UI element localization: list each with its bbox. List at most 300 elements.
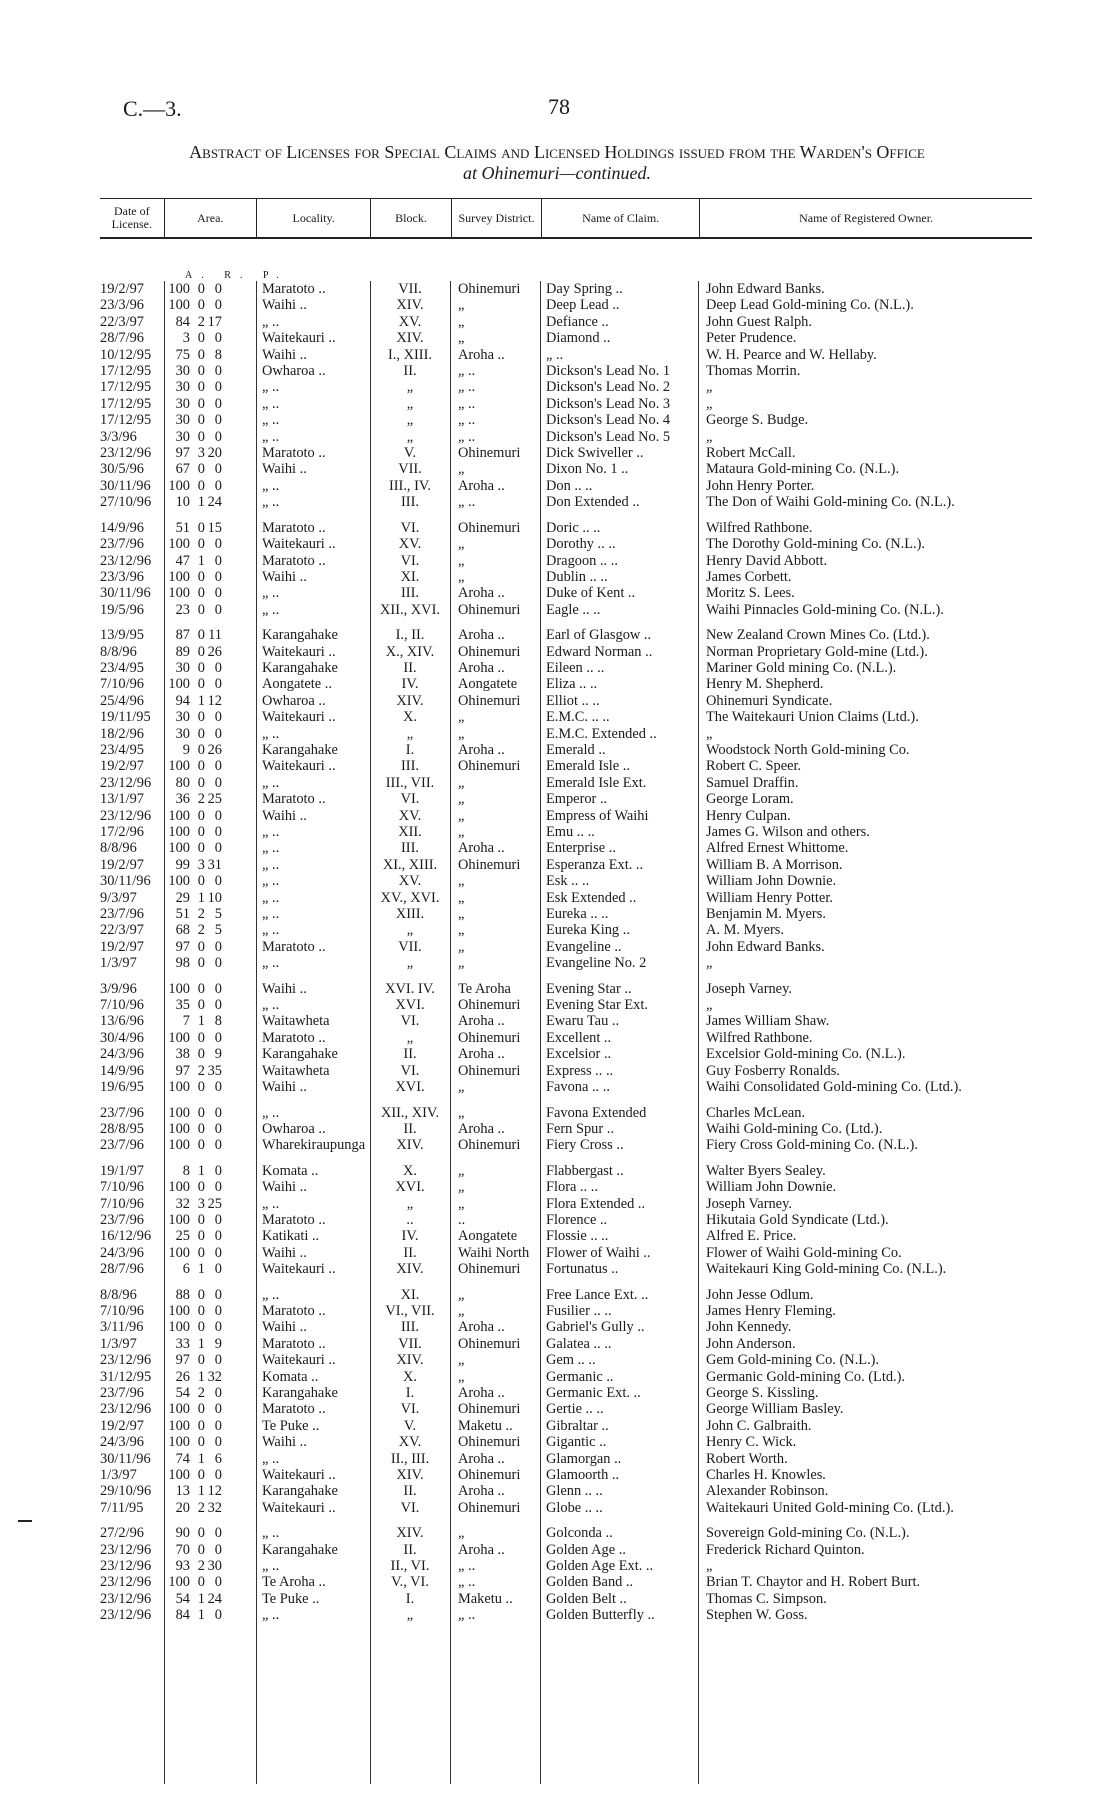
area-perches: 0 (214, 1467, 222, 1484)
area-acres: 100 (168, 676, 190, 693)
cell-area (164, 1261, 256, 1277)
cell-survey-district: Ohinemuri (458, 1029, 521, 1046)
area-roods: 0 (197, 1302, 205, 1319)
area-roods: 1 (197, 1013, 205, 1030)
cell-date: 23/12/96 (100, 1541, 152, 1558)
table-row (100, 857, 1032, 873)
area-acres: 25 (175, 1228, 190, 1245)
table-row (100, 1030, 1032, 1046)
area-acres: 100 (168, 873, 190, 890)
area-perches: 0 (214, 1319, 222, 1336)
cell-locality: Karangahake (262, 741, 338, 758)
area-roods: 0 (197, 536, 205, 553)
cell-claim-name: Glenn .. .. (546, 1483, 603, 1500)
table-row (100, 1451, 1032, 1467)
area-perches: 0 (214, 428, 222, 445)
area-acres: 100 (168, 1574, 190, 1591)
area-perches: 26 (207, 741, 222, 758)
table-row (100, 873, 1032, 889)
table-row (100, 553, 1032, 569)
area-acres: 23 (175, 601, 190, 618)
cell-area (164, 873, 256, 889)
cell-area (164, 1228, 256, 1244)
area-roods: 0 (197, 1046, 205, 1063)
area-roods: 1 (197, 1483, 205, 1500)
cell-locality: Katikati .. (262, 1228, 320, 1245)
cell-owner: Henry C. Wick. (706, 1434, 797, 1451)
cell-owner: William John Downie. (706, 873, 837, 890)
cell-claim-name: Germanic Ext. .. (546, 1385, 641, 1401)
table-row (100, 1046, 1032, 1062)
cell-locality: „ .. (262, 725, 280, 742)
cell-owner: James G. Wilson and others. (706, 824, 870, 840)
cell-locality: „ .. (262, 840, 280, 857)
row-gap (100, 511, 1032, 520)
cell-claim-name: Florence .. (546, 1211, 608, 1228)
cell-area (164, 330, 256, 346)
cell-owner: Waihi Gold-mining Co. (Ltd.). (706, 1120, 883, 1137)
cell-area (164, 1046, 256, 1062)
cell-area (164, 709, 256, 725)
cell-owner: John Edward Banks. (706, 938, 825, 955)
cell-date: 17/2/96 (100, 824, 144, 840)
cell-locality: Waitawheta (262, 1013, 330, 1030)
area-perches: 0 (214, 1352, 222, 1369)
area-acres: 100 (168, 1104, 190, 1121)
area-acres: 100 (168, 840, 190, 857)
area-acres: 30 (175, 379, 190, 396)
area-roods: 1 (197, 1261, 205, 1278)
area-perches: 0 (214, 568, 222, 585)
cell-block: III., VII. (385, 774, 435, 791)
cell-date: 23/12/96 (100, 1401, 152, 1418)
table-row (100, 1013, 1032, 1029)
area-perches: 12 (207, 692, 222, 709)
cell-date: 7/10/96 (100, 1302, 144, 1319)
area-perches: 5 (214, 922, 222, 939)
cell-owner: A. M. Myers. (706, 922, 784, 939)
cell-locality: Waihi .. (262, 461, 307, 478)
area-perches: 31 (207, 856, 222, 873)
cell-claim-name: Express .. .. (546, 1062, 614, 1079)
cell-survey-district: Aongatete (458, 676, 518, 693)
area-roods: 0 (197, 330, 205, 347)
cell-claim-name: Doric .. .. (546, 519, 601, 536)
cell-area (164, 1336, 256, 1352)
cell-survey-district: Ohinemuri (458, 643, 521, 660)
header-owner: Name of Registered Owner. (799, 210, 934, 225)
cell-block: X. (403, 1368, 417, 1385)
cell-locality: Waihi .. (262, 1079, 307, 1096)
cell-survey-district: „ (458, 568, 465, 585)
cell-date: 1/3/97 (100, 1335, 137, 1352)
area-perches: 0 (214, 807, 222, 824)
cell-locality: Wharekiraupunga (262, 1137, 366, 1154)
area-acres: 33 (175, 1335, 190, 1352)
cell-area (164, 1179, 256, 1195)
cell-date: 7/10/96 (100, 997, 144, 1014)
table-row (100, 602, 1032, 618)
area-acres: 29 (175, 889, 190, 906)
cell-date: 30/4/96 (100, 1029, 144, 1046)
cell-date: 23/12/96 (100, 1558, 152, 1575)
cell-survey-district: Ohinemuri (458, 1137, 521, 1154)
cell-date: 19/2/97 (100, 758, 144, 775)
cell-block: „ (406, 922, 414, 939)
table-row (100, 1574, 1032, 1590)
cell-survey-district: „ .. (458, 494, 476, 511)
area-roods: 1 (197, 494, 205, 511)
cell-survey-district: „ (458, 1195, 465, 1212)
cell-area (164, 1483, 256, 1499)
area-perches: 0 (214, 330, 222, 347)
cell-block: XIII. (395, 906, 425, 923)
area-acres: 98 (175, 955, 190, 972)
cell-claim-name: Dickson's Lead No. 1 (546, 363, 671, 380)
cell-date: 9/3/97 (100, 889, 137, 906)
area-perches: 0 (214, 997, 222, 1014)
table-row (100, 742, 1032, 758)
cell-date: 8/8/96 (100, 1286, 137, 1303)
cell-owner: Thomas C. Simpson. (706, 1590, 827, 1607)
cell-block: XIV. (396, 1525, 424, 1542)
cell-block: VI. (400, 1062, 420, 1079)
area-acres: 9 (182, 741, 190, 758)
area-acres: 94 (175, 692, 190, 709)
cell-locality: „ .. (262, 906, 280, 923)
cell-date: 22/3/97 (100, 922, 144, 939)
area-roods: 0 (197, 643, 205, 660)
cell-date: 16/12/96 (100, 1228, 152, 1245)
area-acres: 97 (175, 445, 190, 462)
cell-owner: George S. Kissling. (706, 1385, 819, 1401)
cell-survey-district: Ohinemuri (458, 856, 521, 873)
cell-block: „ (406, 412, 414, 429)
table-row (100, 1591, 1032, 1607)
cell-locality: Maratoto .. (262, 791, 326, 808)
area-acres: 100 (168, 807, 190, 824)
cell-date: 28/8/95 (100, 1120, 144, 1137)
cell-block: XIV. (396, 1261, 424, 1278)
cell-area (164, 429, 256, 445)
cell-claim-name: Gertie .. .. (546, 1401, 604, 1418)
cell-owner: Joseph Varney. (706, 980, 792, 997)
area-acres: 100 (168, 758, 190, 775)
cell-survey-district: Ohinemuri (458, 1401, 521, 1418)
cell-date: 30/11/96 (100, 585, 151, 602)
cell-survey-district: „ .. (458, 395, 476, 412)
cell-survey-district: Ohinemuri (458, 692, 521, 709)
area-roods: 1 (197, 1450, 205, 1467)
cell-area (164, 1163, 256, 1179)
cell-block: „ (406, 379, 414, 396)
cell-owner: The Waitekauri Union Claims (Ltd.). (706, 709, 919, 726)
row-gap (100, 972, 1032, 981)
area-roods: 0 (197, 1319, 205, 1336)
area-roods: 1 (197, 1590, 205, 1607)
area-roods: 0 (197, 461, 205, 478)
cell-owner: Brian T. Chaytor and H. Robert Burt. (706, 1574, 921, 1591)
cell-locality: Te Puke .. (262, 1417, 320, 1434)
cell-owner: Wilfred Rathbone. (706, 1029, 813, 1046)
cell-survey-district: Aroha .. (458, 1385, 505, 1401)
cell-claim-name: Emu .. .. (546, 824, 595, 840)
cell-area (164, 347, 256, 363)
table-row (100, 660, 1032, 676)
table-row (100, 396, 1032, 412)
cell-claim-name: Gibraltar .. (546, 1417, 609, 1434)
cell-locality: „ .. (262, 774, 280, 791)
cell-date: 3/9/96 (100, 980, 137, 997)
cell-area (164, 1558, 256, 1574)
header-locality: Locality. (257, 199, 371, 237)
area-acres: 8 (182, 1162, 190, 1179)
cell-claim-name: Favona Extended (546, 1104, 647, 1121)
area-roods: 0 (197, 774, 205, 791)
cell-locality: „ .. (262, 1558, 280, 1575)
cell-owner: Frederick Richard Quinton. (706, 1541, 865, 1558)
table-row (100, 1287, 1032, 1303)
cell-area (164, 1607, 256, 1623)
table-row (100, 1525, 1032, 1541)
cell-claim-name: Enterprise .. (546, 840, 616, 857)
area-perches: 11 (208, 627, 222, 644)
cell-claim-name: Emerald .. (546, 741, 606, 758)
cell-locality: „ .. (262, 379, 280, 396)
area-perches: 0 (214, 1228, 222, 1245)
cell-locality: Te Aroha .. (262, 1574, 326, 1591)
cell-block: VII. (398, 281, 422, 297)
cell-area (164, 1137, 256, 1153)
cell-date: 23/12/96 (100, 445, 152, 462)
cell-claim-name: Fortunatus .. (546, 1261, 619, 1278)
cell-survey-district: „ .. (458, 428, 476, 445)
cell-survey-district: „ (458, 1079, 465, 1096)
cell-date: 19/6/95 (100, 1079, 144, 1096)
area-perches: 24 (207, 1590, 222, 1607)
area-roods: 0 (197, 1228, 205, 1245)
cell-owner: Woodstock North Gold-mining Co. (706, 741, 910, 758)
cell-claim-name: Germanic .. (546, 1368, 614, 1385)
cell-owner: Charles H. Knowles. (706, 1467, 826, 1484)
cell-date: 23/12/96 (100, 1590, 152, 1607)
cell-locality: „ .. (262, 997, 280, 1014)
cell-block: XV., XVI. (380, 889, 440, 906)
cell-locality: Waihi .. (262, 980, 307, 997)
cell-area (164, 297, 256, 313)
cell-area (164, 890, 256, 906)
cell-block: XI. (400, 568, 420, 585)
cell-locality: Waitawheta (262, 1062, 330, 1079)
cell-owner: Norman Proprietary Gold-mine (Ltd.). (706, 643, 928, 660)
area-roods: 0 (197, 627, 205, 644)
cell-survey-district: „ (458, 461, 465, 478)
area-roods: 0 (197, 1211, 205, 1228)
cell-owner: John Kennedy. (706, 1319, 792, 1336)
cell-locality: Waihi .. (262, 568, 307, 585)
cell-block: XVI. (395, 1079, 425, 1096)
area-roods: 1 (197, 1335, 205, 1352)
area-roods: 0 (197, 1104, 205, 1121)
table-row (100, 1542, 1032, 1558)
cell-block: VI. (400, 519, 420, 536)
cell-date: 23/12/96 (100, 1607, 152, 1624)
document-reference: C.—3. (123, 96, 182, 121)
area-roods: 0 (197, 395, 205, 412)
cell-locality: Maratoto .. (262, 445, 326, 462)
area-roods: 0 (197, 477, 205, 494)
cell-owner: Wilfred Rathbone. (706, 519, 813, 536)
area-roods: 3 (197, 1195, 205, 1212)
area-acres: 47 (175, 552, 190, 569)
table-row (100, 1105, 1032, 1121)
cell-locality: Maratoto .. (262, 938, 326, 955)
area-perches: 10 (207, 889, 222, 906)
cell-claim-name: Flower of Waihi .. (546, 1244, 651, 1261)
cell-owner: Hikutaia Gold Syndicate (Ltd.). (706, 1211, 889, 1228)
cell-area (164, 742, 256, 758)
table-row (100, 644, 1032, 660)
table-row (100, 1385, 1032, 1401)
cell-locality: Karangahake (262, 1541, 338, 1558)
area-roods: 0 (197, 1467, 205, 1484)
area-acres: 100 (168, 1029, 190, 1046)
cell-area (164, 314, 256, 330)
area-units-label: A. R. P. (185, 270, 288, 281)
cell-date: 31/12/95 (100, 1368, 152, 1385)
table-row (100, 981, 1032, 997)
area-acres: 67 (175, 461, 190, 478)
area-acres: 90 (175, 1525, 190, 1542)
cell-date: 13/9/95 (100, 627, 144, 644)
cell-claim-name: Deep Lead .. (546, 297, 620, 314)
area-roods: 0 (197, 1574, 205, 1591)
cell-date: 7/10/96 (100, 1179, 144, 1196)
area-perches: 0 (214, 1211, 222, 1228)
cell-survey-district: „ .. (458, 363, 476, 380)
cell-owner: John Henry Porter. (706, 477, 815, 494)
area-acres: 97 (175, 938, 190, 955)
cell-block: XV. (398, 1434, 422, 1451)
cell-survey-district: „ .. (458, 412, 476, 429)
cell-area (164, 660, 256, 676)
cell-block: „ (406, 1029, 414, 1046)
area-perches: 0 (214, 1286, 222, 1303)
cell-survey-district: „ (458, 873, 465, 890)
area-roods: 0 (197, 1541, 205, 1558)
area-roods: 0 (197, 363, 205, 380)
table-row (100, 1319, 1032, 1335)
area-acres: 100 (168, 1244, 190, 1261)
cell-survey-district: Maketu .. (458, 1590, 513, 1607)
area-roods: 0 (197, 1417, 205, 1434)
table-row (100, 808, 1032, 824)
cell-locality: Waitekauri .. (262, 1499, 336, 1516)
cell-survey-district: Aroha .. (458, 1541, 505, 1558)
area-acres: 100 (168, 585, 190, 602)
cell-claim-name: E.M.C. Extended .. (546, 725, 657, 742)
table-row (100, 1607, 1032, 1623)
cell-date: 19/5/96 (100, 601, 144, 618)
cell-survey-district: Ohinemuri (458, 1062, 521, 1079)
header-claim-name: Name of Claim. (542, 199, 700, 237)
cell-area (164, 412, 256, 428)
cell-locality: Waitekauri .. (262, 1467, 336, 1484)
cell-owner: George S. Budge. (706, 412, 809, 429)
cell-claim-name: Flossie .. .. (546, 1228, 609, 1245)
area-acres: 7 (182, 1013, 190, 1030)
cell-survey-district: „ (458, 824, 465, 840)
table-row (100, 1369, 1032, 1385)
cell-survey-district: „ .. (458, 1574, 476, 1591)
cell-owner: Moritz S. Lees. (706, 585, 795, 602)
cell-claim-name: Golden Band .. (546, 1574, 634, 1591)
cell-locality: Karangahake (262, 627, 338, 644)
area-perches: 0 (214, 709, 222, 726)
cell-area (164, 726, 256, 742)
table-row (100, 314, 1032, 330)
table-row (100, 758, 1032, 774)
cell-locality: „ .. (262, 477, 280, 494)
area-perches: 6 (214, 1450, 222, 1467)
cell-owner: James Corbett. (706, 568, 792, 585)
row-gap (100, 1278, 1032, 1287)
cell-survey-district: Ohinemuri (458, 1467, 521, 1484)
cell-locality: Owharoa .. (262, 1120, 326, 1137)
margin-mark (18, 1520, 32, 1522)
cell-block: XIV. (396, 1137, 424, 1154)
row-gap (100, 1096, 1032, 1105)
cell-block: IV. (401, 1228, 419, 1245)
table-row (100, 824, 1032, 840)
cell-area (164, 1451, 256, 1467)
cell-date: 10/12/95 (100, 346, 152, 363)
table-row (100, 412, 1032, 428)
cell-date: 19/1/97 (100, 1162, 144, 1179)
area-perches: 0 (214, 379, 222, 396)
area-roods: 0 (197, 297, 205, 314)
cell-area (164, 955, 256, 971)
cell-locality: Komata .. (262, 1162, 319, 1179)
table-row (100, 1121, 1032, 1137)
cell-claim-name: Day Spring .. (546, 281, 623, 297)
cell-block: VI. (400, 1401, 420, 1418)
table-row (100, 1418, 1032, 1434)
area-acres: 100 (168, 1179, 190, 1196)
cell-owner: Mariner Gold mining Co. (N.L.). (706, 659, 897, 676)
area-acres: 99 (175, 856, 190, 873)
cell-locality: „ .. (262, 873, 280, 890)
area-acres: 32 (175, 1195, 190, 1212)
cell-date: 24/3/96 (100, 1434, 144, 1451)
cell-block: X., XIV. (385, 643, 435, 660)
area-acres: 36 (175, 791, 190, 808)
cell-claim-name: Glamorgan .. (546, 1450, 622, 1467)
cell-area (164, 1287, 256, 1303)
page-number: 78 (548, 94, 570, 119)
cell-owner: Charles McLean. (706, 1104, 806, 1121)
table-row (100, 330, 1032, 346)
cell-date: 30/11/96 (100, 873, 151, 890)
area-roods: 0 (197, 824, 205, 840)
cell-survey-district: Aroha .. (458, 1046, 505, 1063)
cell-block: I. (405, 1385, 415, 1401)
area-roods: 1 (197, 1162, 205, 1179)
cell-date: 23/7/96 (100, 1137, 144, 1154)
cell-claim-name: Favona .. .. (546, 1079, 610, 1096)
cell-date: 25/4/96 (100, 692, 144, 709)
area-acres: 80 (175, 774, 190, 791)
